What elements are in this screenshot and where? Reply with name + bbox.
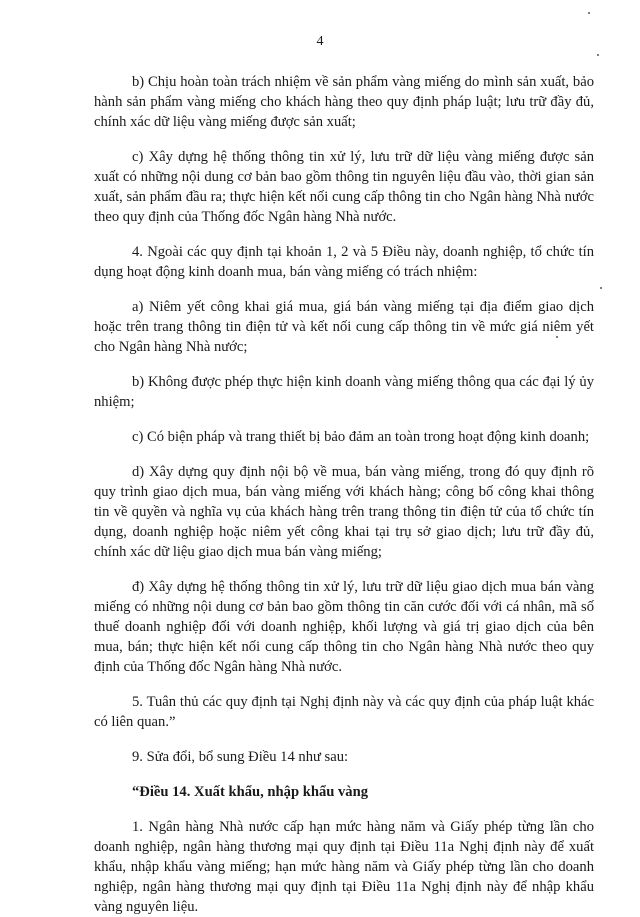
scan-speck [556,336,558,338]
paragraph-article-14-clause-1: 1. Ngân hàng Nhà nước cấp hạn mức hàng năm và Giấy phép từng lần cho doanh nghiệp, ngân hàng thương mại quy định tại Điều 11a Nghị định này để xuất khẩu, nhập khẩu vàng miếng; hạn mức hàng năm và Giấy phép từng lần cho doanh nghiệp, ngân hàng thương mại quy định tại Điều 11a Nghị định này để nhập khẩu vàng nguyên liệu. [94,819,594,915]
document-body [94,72,594,917]
paragraph-a-price-listing: a) Niêm yết công khai giá mua, giá bán vàng miếng tại địa điểm giao dịch hoặc trên trang thông tin điện tử và kết nối cung cấp thông tin về mức giá niêm yết cho Ngân hàng Nhà nước; [94,299,594,355]
paragraph-amendment-9: 9. Sửa đổi, bổ sung Điều 14 như sau: [132,749,349,765]
scan-speck [588,12,590,14]
paragraph-d-internal-rules: d) Xây dựng quy định nội bộ về mua, bán vàng miếng, trong đó quy định rõ quy trình giao dịch mua, bán vàng miếng với khách hàng; công bố công khai thông tin về quyền và nghĩa vụ của khách hàng trên trang thông tin điện tử của tổ chức tín dụng, doanh nghiệp hoặc niêm yết công khai tại trụ sở giao dịch; lưu trữ đầy đủ, chính xác dữ liệu giao dịch mua bán vàng miếng; [94,464,594,560]
paragraph-clause-4: 4. Ngoài các quy định tại khoản 1, 2 và 5 Điều này, doanh nghiệp, tổ chức tín dụng hoạt động kinh doanh mua, bán vàng miếng có trách nhiệm: [94,244,594,280]
paragraph-dd-transaction-system: đ) Xây dựng hệ thống thông tin xử lý, lưu trữ dữ liệu giao dịch mua bán vàng miếng có những nội dung cơ bản bao gồm thông tin căn cước đối với cá nhân, mã số thuế doanh nghiệp đối với doanh nghiệp, khối lượng và giá trị giao dịch của bên mua, bán; thực hiện kết nối cung cấp thông tin cho Ngân hàng Nhà nước theo quy định của Thống đốc Ngân hàng Nhà nước. [94,579,594,675]
scan-speck [597,54,599,56]
paragraph-b-responsibility: b) Chịu hoàn toàn trách nhiệm về sản phẩm vàng miếng do mình sản xuất, bảo hành sản phẩm vàng miếng cho khách hàng theo quy định pháp luật; lưu trữ đầy đủ, chính xác dữ liệu vàng miếng được sản xuất; [94,74,594,130]
article-14-heading: “Điều 14. Xuất khẩu, nhập khẩu vàng [132,784,369,800]
paragraph-b-no-agents: b) Không được phép thực hiện kinh doanh vàng miếng thông qua các đại lý ủy nhiệm; [94,374,594,410]
paragraph-c-information-system: c) Xây dựng hệ thống thông tin xử lý, lưu trữ dữ liệu vàng miếng được sản xuất có những nội dung cơ bản bao gồm thông tin nguyên liệu đầu vào, thời gian sản xuất, sản phẩm đầu ra; thực hiện kết nối cung cấp thông tin cho Ngân hàng Nhà nước theo quy định của Thống đốc Ngân hàng Nhà nước. [94,149,594,225]
paragraph-c-safety: c) Có biện pháp và trang thiết bị bảo đảm an toàn trong hoạt động kinh doanh; [132,429,590,445]
page-number: 4 [316,34,324,49]
paragraph-clause-5: 5. Tuân thủ các quy định tại Nghị định này và các quy định của pháp luật khác có liên quan.” [94,694,594,730]
scan-speck [600,287,602,289]
